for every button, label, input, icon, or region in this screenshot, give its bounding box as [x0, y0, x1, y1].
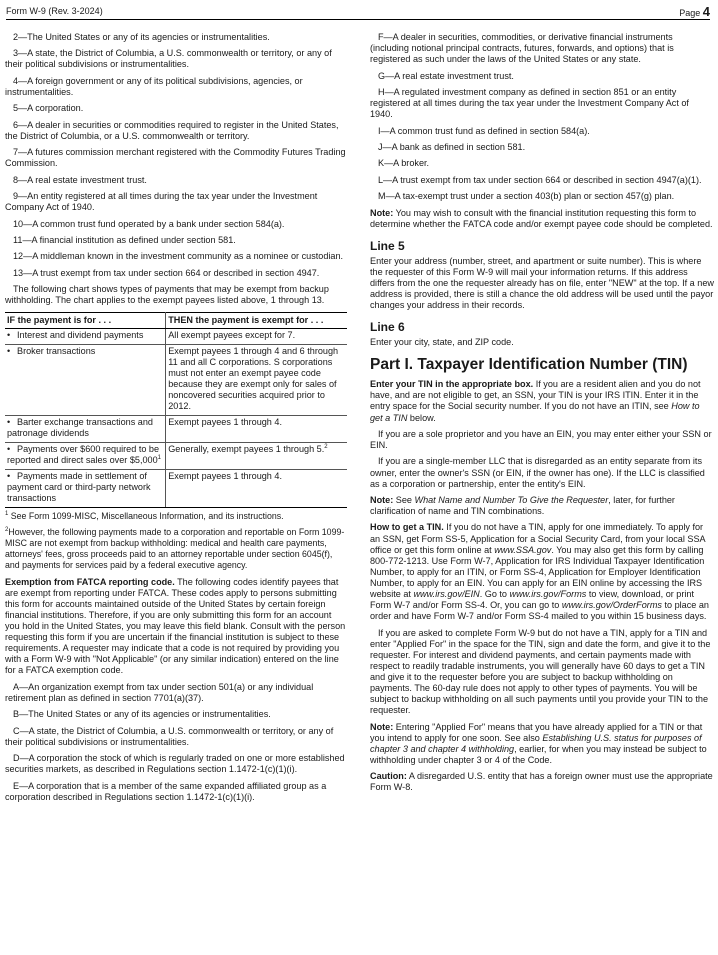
exempt-code: 3—A state, the District of Columbia, a U.S. commonwealth or territory, or any of their political subdivisions or instrumentalities.: [5, 48, 332, 70]
chart-intro: The following chart shows types of payments that may be exempt from backup withholding. The chart applies to the exempt payees listed above, 1 through 13.: [5, 284, 329, 306]
table-cell: • Barter exchange transactions and patronage dividends: [5, 415, 166, 442]
left-column: [5, 32, 347, 808]
page-number: Page 4: [679, 4, 710, 19]
table-cell: All exempt payees except for 7.: [166, 328, 347, 344]
table-cell: Generally, exempt payees 1 through 5.$^2$: [166, 442, 347, 469]
note-fatca: Note: You may wish to consult with the financial institution requesting this form to determine whether the FATCA code and/or exempt payee code should be completed.: [370, 207, 713, 229]
table-cell: Exempt payees 1 through 4.: [166, 415, 347, 442]
table-header-row: [5, 312, 347, 328]
table-cell: Exempt payees 1 through 4.: [166, 469, 347, 507]
table-row: [5, 469, 347, 507]
exempt-code: 13—A trust exempt from tax under section 664 or described in section 4947.: [13, 267, 320, 278]
fatca-code: J—A bank as defined in section 581.: [378, 141, 526, 152]
table-row: [5, 328, 347, 344]
fatca-code: H—A regulated investment company as defined in section 851 or an entity registered at all times during the tax year under the Investment Company Act of 1940.: [370, 86, 689, 120]
fatca-code: D—A corporation the stock of which is regularly traded on one or more established securities markets, as described in Regulations section 1.1472-1(c)(1)(i).: [5, 753, 345, 775]
part1-heading: Part I. Taxpayer Identification Number (TIN): [370, 356, 688, 374]
exempt-code: 11—A financial institution as defined under section 581.: [13, 234, 236, 245]
line5-heading: Line 5: [370, 238, 405, 253]
line5-text: Enter your address (number, street, and apartment or suite number). This is where the requester of this Form W-9 will mail your information returns. If this address differs from the one the requester already has on file, enter "NEW" at the top. If a new address is provided, there is still a chance the old address will be used until the payor changes your address in their records.: [370, 255, 714, 311]
bullet-icon: •: [7, 345, 11, 356]
exempt-code: 9—An entity registered at all times during the tax year under the Investment Company Act of 1940.: [5, 191, 318, 213]
line6-heading: Line 6: [370, 320, 405, 335]
exempt-code: 7—A futures commission merchant registered with the Commodity Futures Trading Commission.: [5, 147, 346, 169]
form-id: Form W-9 (Rev. 3-2024): [6, 6, 103, 16]
table-cell: • Payments made in settlement of payment card or third-party network transactions: [5, 469, 166, 507]
exempt-code: 2—The United States or any of its agencies or instrumentalities.: [13, 32, 270, 42]
how-to-get-tin: How to get a TIN. If you do not have a TIN, apply for one immediately. To apply for an SSN, get Form SS-5, Application for a Social Security Card, from your local SSA office or get this form online at www.SSA.gov. You may also get this form by calling 800-772-1213. Use Form W-7, Application for IRS Individual Taxpayer Identification Number, to apply for an ITIN, or Form SS-4, Application for Employer Identification Number, to apply for an EIN. You can apply for an EIN online by accessing the IRS website at www.irs.gov/EIN. Go to www.irs.gov/Forms to view, download, or print Form W-7 and/or Form SS-4. Or, you can go to www.irs.gov/OrderForms to place an order and have Form W-7 and/or Form SS-4 mailed to you within 15 business days.: [370, 522, 709, 622]
note-name-number: Note: See What Name and Number To Give the Requester, later, for further clarification of name and TIN combinations.: [370, 494, 675, 517]
page-header: [6, 2, 710, 20]
line6-text: Enter your city, state, and ZIP code.: [370, 337, 514, 348]
table-cell: • Broker transactions: [5, 344, 166, 415]
exempt-code: 12—A middleman known in the investment community as a nominee or custodian.: [13, 251, 344, 262]
exempt-code: 5—A corporation.: [13, 103, 84, 114]
fatca-code: F—A dealer in securities, commodities, or derivative financial instruments (including notional principal contracts, futures, forwards, and options) that is registered as such under the laws of the United States or any state.: [370, 32, 674, 65]
exempt-payment-table: [5, 312, 347, 508]
fatca-code: G—A real estate investment trust.: [378, 70, 514, 81]
table-header-cell: THEN the payment is exempt for . . .: [166, 312, 347, 328]
exempt-code: 8—A real estate investment trust.: [13, 174, 147, 185]
page-number-value: 4: [702, 4, 710, 19]
fatca-code: I—A common trust fund as defined in section 584(a).: [378, 125, 590, 136]
table-row: [5, 442, 347, 469]
fatca-code: K—A broker.: [378, 158, 430, 169]
footnote-2: $^2$However, the following payments made to a corporation and reportable on Form 1099-MISC are not exempt from backup withholding: medical and health care payments, attorneys' fees, gross proceeds paid to an attorney reportable under section 6045(f), and payments for services paid by a federal executive agency.: [5, 527, 345, 571]
fatca-code: A—An organization exempt from tax under section 501(a) or any individual retirement plan as defined in section 7701(a)(37).: [5, 681, 314, 703]
exempt-code: 6—A dealer in securities or commodities required to register in the United States, the District of Columbia, or a U.S. commonwealth or territory.: [5, 119, 339, 141]
table-cell: Exempt payees 1 through 4 and 6 through 11 and all C corporations. S corporations must not enter an exempt payee code because they are exempt only for sales of noncovered securities acquired prior to 2012.: [166, 344, 347, 415]
table-cell: • Payments over $600 required to be reported and direct sales over $5,000$^1$: [5, 442, 166, 469]
applied-for-paragraph: If you are asked to complete Form W-9 but do not have a TIN, apply for a TIN and enter "Applied For" in the space for the TIN, sign and date the form, and give it to the requester. For interest and dividend payments, and certain payments made with respect to readily tradable instruments, you will generally have 60 days to get a TIN and give it to the requester before you are subject to backup withholding on payments. The 60-day rule does not apply to other types of payments. You will be subject to backup withholding on all such payments until you provide your TIN to the requester.: [370, 627, 711, 716]
caution-paragraph: Caution: A disregarded U.S. entity that has a foreign owner must use the appropriate Form W-8.: [370, 771, 713, 793]
fatca-code: M—A tax-exempt trust under a section 403(b) plan or section 457(g) plan.: [378, 191, 675, 202]
fatca-code: C—A state, the District of Columbia, a U.S. commonwealth or territory, or any of their political subdivisions or instrumentalities.: [5, 725, 334, 747]
fatca-code: E—A corporation that is a member of the same expanded affiliated group as a corporation described in Regulations section 1.1472-1(c)(1)(i).: [5, 780, 327, 802]
fatca-code: B—The United States or any of its agencies or instrumentalities.: [13, 709, 271, 720]
bullet-icon: •: [7, 416, 11, 427]
llc-paragraph: If you are a single-member LLC that is disregarded as an entity separate from its owner, enter the owner's SSN (or EIN, if the owner has one). If the LLC is classified as a corporation or partnership, enter the entity's EIN.: [370, 456, 705, 489]
right-column: [370, 32, 714, 799]
table-header-cell: IF the payment is for . . .: [5, 312, 166, 328]
table-cell: • Interest and dividend payments: [5, 328, 166, 344]
table-row: [5, 415, 347, 442]
bullet-icon: •: [7, 329, 11, 340]
sole-proprietor-paragraph: If you are a sole proprietor and you have an EIN, you may enter either your SSN or EIN.: [370, 428, 712, 451]
tin-paragraph: Enter your TIN in the appropriate box. If you are a resident alien and you do not have, and are not eligible to get, an SSN, your TIN is your IRS ITIN. Enter it in the entry space for the Social security number. If you do not have an ITIN, see How to get a TIN below.: [370, 379, 701, 423]
footnote-1: $^1$ See Form 1099-MISC, Miscellaneous Information, and its instructions.: [5, 510, 284, 521]
exempt-code: 4—A foreign government or any of its political subdivisions, agencies, or instrumentalities.: [5, 75, 303, 97]
note-applied-for: Note: Entering "Applied For" means that you have already applied for a TIN or that you intend to apply for one soon. See also Establishing U.S. status for purposes of chapter 3 and chapter 4 withholding, earlier, for when you may instead be subject to withholding under chapter 3 or 4 of the Code.: [370, 721, 707, 765]
fatca-heading: Exemption from FATCA reporting code.: [5, 576, 175, 587]
fatca-code: L—A trust exempt from tax under section 664 or described in section 4947(a)(1).: [378, 174, 702, 185]
bullet-icon: •: [7, 443, 11, 454]
fatca-paragraph: Exemption from FATCA reporting code. The following codes identify payees that are exempt from reporting under FATCA. These codes apply to persons submitting this form for accounts maintained outside of the United States by certain foreign financial institutions. Therefore, if you are only submitting this form for an account you hold in the United States, you may leave this field blank. Consult with the person requesting this form if you are uncertain if the financial institution is subject to these requirements. A requester may indicate that a code is not required by providing you with a Form W-9 with "Not Applicable" (or any similar indication) entered on the line for a FATCA exemption code.: [5, 576, 346, 676]
table-row: [5, 344, 347, 415]
bullet-icon: •: [7, 470, 11, 481]
exempt-code: 10—A common trust fund operated by a bank under section 584(a).: [13, 218, 285, 229]
